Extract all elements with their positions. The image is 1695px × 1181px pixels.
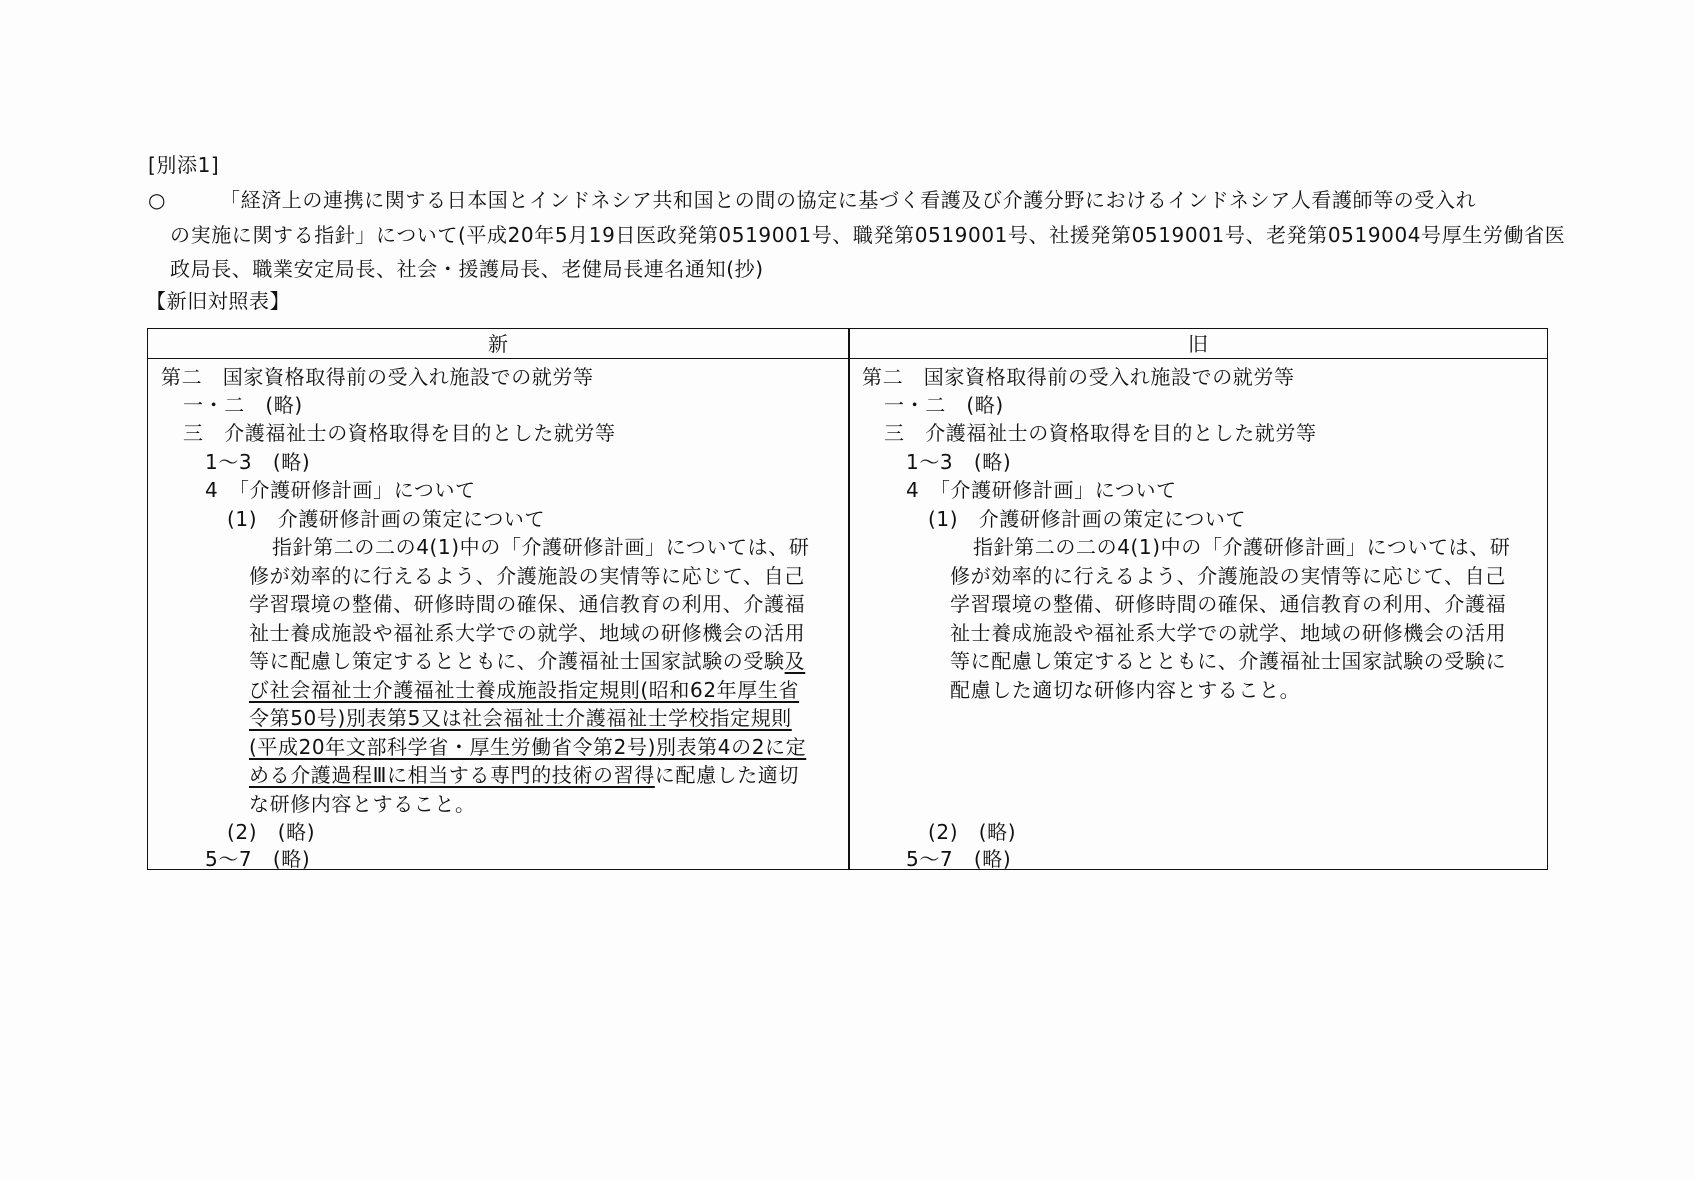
amended-text: び社会福祉士介護福祉士養成施設指定規則(昭和62年厚生省 <box>249 678 800 702</box>
new-line: 学習環境の整備、研修時間の確保、通信教育の利用、介護福 <box>249 592 806 616</box>
new-line-text: に配慮した適切 <box>654 763 799 787</box>
column-old <box>849 359 1547 869</box>
new-line: 5～7 (略) <box>205 847 311 871</box>
table-title: 【新旧対照表】 <box>146 289 291 313</box>
old-line: 三 介護福祉士の資格取得を目的とした就労等 <box>884 421 1317 445</box>
old-line: 等に配慮し策定するとともに、介護福祉士国家試験の受験に <box>950 649 1507 673</box>
intro-text-line-1: 「経済上の連携に関する日本国とインドネシア共和国との間の協定に基づく看護及び介護分野におけるインドネシア人看護師等の受入れ <box>220 188 1477 212</box>
new-line: 第二 国家資格取得前の受入れ施設での就労等 <box>161 365 594 389</box>
new-line: 指針第二の二の4(1)中の「介護研修計画」については、研 <box>272 535 810 559</box>
intro-text-line-2: の実施に関する指針」について(平成20年5月19日医政発第0519001号、職発第0519001号、社援発第0519001号、老発第0519004号厚生労働省医 <box>170 223 1566 247</box>
header-new: 新 <box>488 332 508 356</box>
old-line: (1) 介護研修計画の策定について <box>928 507 1247 531</box>
old-line: (2) (略) <box>928 820 1017 844</box>
old-line: 修が効率的に行えるよう、介護施設の実情等に応じて、自己 <box>950 564 1506 588</box>
amended-text: める介護過程Ⅲに相当する専門的技術の習得 <box>249 763 655 787</box>
new-line: 祉士養成施設や福祉系大学での就学、地域の研修機会の活用 <box>249 621 806 645</box>
new-line: 一・二 (略) <box>183 393 303 417</box>
new-line: (1) 介護研修計画の策定について <box>227 507 546 531</box>
amended-text: (平成20年文部科学省・厚生労働省令第2号)別表第4の2に定 <box>249 735 807 759</box>
old-line: 第二 国家資格取得前の受入れ施設での就労等 <box>862 365 1295 389</box>
new-line: 4 「介護研修計画」について <box>205 478 476 502</box>
column-new <box>148 359 848 869</box>
old-line: 1～3 (略) <box>906 450 1012 474</box>
new-line: (2) (略) <box>227 820 316 844</box>
new-line: な研修内容とすること。 <box>249 792 476 816</box>
old-line: 4 「介護研修計画」について <box>906 478 1177 502</box>
new-line: 1～3 (略) <box>205 450 311 474</box>
new-line <box>249 761 799 789</box>
new-line-text: 等に配慮し策定するとともに、介護福祉士国家試験の受験 <box>249 649 785 673</box>
old-line: 配慮した適切な研修内容とすること。 <box>950 678 1301 702</box>
attachment-label: [別添1] <box>148 153 220 177</box>
old-line: 指針第二の二の4(1)中の「介護研修計画」については、研 <box>973 535 1511 559</box>
old-line: 一・二 (略) <box>884 393 1004 417</box>
bullet-circle-icon: ○ <box>148 188 167 212</box>
old-line: 祉士養成施設や福祉系大学での就学、地域の研修機会の活用 <box>950 621 1507 645</box>
amended-text: 及 <box>784 649 806 673</box>
intro-text-line-3: 政局長、職業安定局長、社会・援護局長、老健局長連名通知(抄) <box>170 257 764 281</box>
new-line: 修が効率的に行えるよう、介護施設の実情等に応じて、自己 <box>249 564 805 588</box>
header-old: 旧 <box>1188 332 1208 356</box>
amended-text: 令第50号)別表第5又は社会福祉士介護福祉士学校指定規則 <box>249 706 792 730</box>
new-line: 三 介護福祉士の資格取得を目的とした就労等 <box>183 421 616 445</box>
old-line: 5～7 (略) <box>906 847 1012 871</box>
comparison-table <box>147 328 1548 870</box>
old-line: 学習環境の整備、研修時間の確保、通信教育の利用、介護福 <box>950 592 1507 616</box>
new-line <box>249 647 805 675</box>
